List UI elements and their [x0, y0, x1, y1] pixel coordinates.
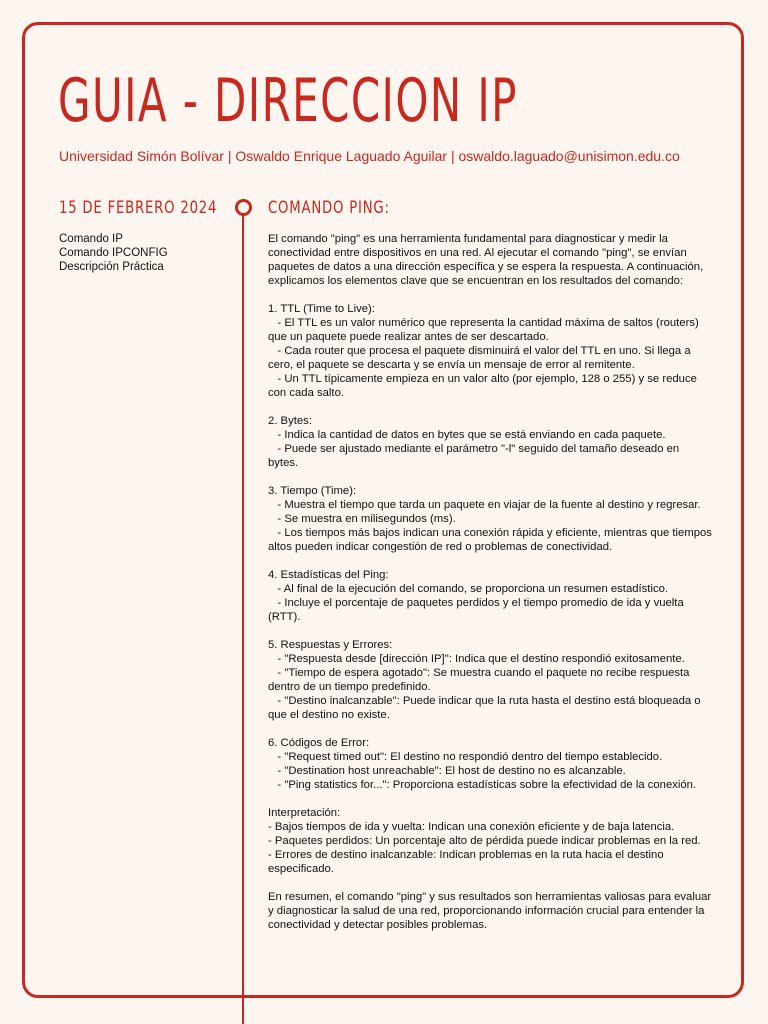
- section-title: COMANDO PING:: [268, 198, 390, 218]
- timeline-line: [242, 214, 244, 1024]
- page-title: GUIA - DIRECCION IP: [58, 66, 518, 136]
- topic-item: Comando IPCONFIG: [59, 247, 168, 259]
- topic-list: [59, 232, 168, 274]
- timeline-dot-icon: [235, 199, 252, 216]
- topic-item: Descripción Práctica: [59, 261, 164, 273]
- section-body: El comando "ping" es una herramienta fundamental para diagnosticar y medir la conectividad entre dispositivos en una red. Al ejecutar el comando "ping", se envían paquetes de datos a una dirección específica y se espera la respuesta. A continuación, explicamos los elementos clave que se encuentran en los resultados del comando: 1. TTL (Time to Live): - El TTL es un valor numérico que representa la cantidad máxima de saltos (routers) que un paquete puede realizar antes de ser descartado. - Cada router que procesa el paquete disminuirá el valor del TTL en uno. Si llega a cero, el paquete se descarta y se envía un mensaje de error al remitente. - Un TTL típicamente empieza en un valor alto (por ejemplo, 128 o 255) y se reduce con cada salto. 2. Bytes: - Indica la cantidad de datos en bytes que se está enviando en cada paquete. - Puede ser ajustado mediante el parámetro "-l" seguido del tamaño deseado en bytes. 3. Tiempo (Time): - Muestra el tiempo que tarda un paquete en viajar de la fuente al destino y regresar. - Se muestra en milisegundos (ms). - Los tiempos más bajos indican una conexión rápida y eficiente, mientras que tiempos altos pueden indicar congestión de red o problemas de conectividad. 4. Estadísticas del Ping: - Al final de la ejecución del comando, se proporciona un resumen estadístico. - Incluye el porcentaje de paquetes perdidos y el tiempo promedio de ida y vuelta (RTT). 5. Respuestas y Errores: - "Respuesta desde [dirección IP]": Indica que el destino respondió exitosamente. - "Tiempo de espera agotado": Se muestra cuando el paquete no recibe respuesta dentro de un tiempo predefinido. - "Destino inalcanzable": Puede indicar que la ruta hasta el destino está bloqueada o que el destino no existe. 6. Códigos de Error: - "Request timed out": El destino no respondió dentro del tiempo establecido. - "Destination host unreachable": El host de destino no es alcanzable. - "Ping statistics for...": Proporciona estadísticas sobre la efectividad de la conexión. Interpretación: - Bajos tiempos de ida y vuelta: Indican una conexión eficiente y de baja latencia. - Paquetes perdidos: Un porcentaje alto de pérdida puede indicar problemas en la red. - Errores de destino inalcanzable: Indican problemas en la ruta hacia el destino especificado. En resumen, el comando "ping" y sus resultados son herramientas valiosas para evaluar y diagnosticar la salud de una red, proporcionando información crucial para entender la conectividad y detectar posibles problemas.: [268, 233, 712, 931]
- author-line: Universidad Simón Bolívar | Oswaldo Enrique Laguado Aguilar | oswaldo.laguado@unisimon.edu.co: [59, 148, 680, 164]
- document-date: 15 DE FEBRERO 2024: [59, 198, 218, 218]
- topic-item: Comando IP: [59, 233, 123, 245]
